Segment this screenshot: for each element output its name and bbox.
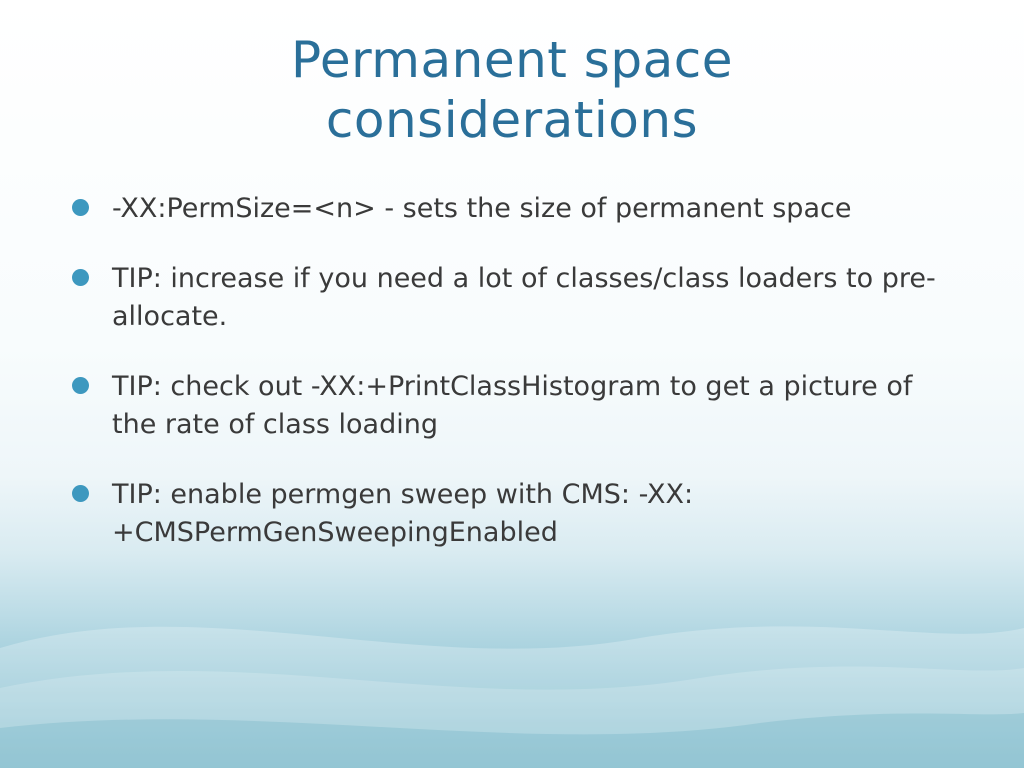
bullet-text: TIP: increase if you need a lot of classes/class loaders to pre-allocate. bbox=[112, 263, 936, 332]
bullet-item-tip-permgen-sweep bbox=[72, 476, 952, 552]
slide-title bbox=[0, 30, 1024, 150]
bullet-text: TIP: enable permgen sweep with CMS: -XX: +CMSPermGenSweepingEnabled bbox=[112, 479, 694, 548]
bullet-dot-icon bbox=[72, 199, 89, 216]
slide-title-line-2: considerations bbox=[325, 91, 699, 149]
bullet-text: TIP: check out -XX:+PrintClassHistogram to get a picture of the rate of class loading bbox=[112, 371, 913, 440]
slide-title-line-1: Permanent space bbox=[291, 31, 733, 89]
bullet-list bbox=[72, 190, 952, 584]
bullet-dot-icon bbox=[72, 269, 89, 286]
bullet-dot-icon bbox=[72, 377, 89, 394]
bullet-dot-icon bbox=[72, 485, 89, 502]
bullet-item-permsize bbox=[72, 190, 952, 228]
bullet-text: -XX:PermSize=<n> - sets the size of permanent space bbox=[112, 193, 852, 224]
bullet-item-tip-increase bbox=[72, 260, 952, 336]
bullet-item-tip-histogram bbox=[72, 368, 952, 444]
